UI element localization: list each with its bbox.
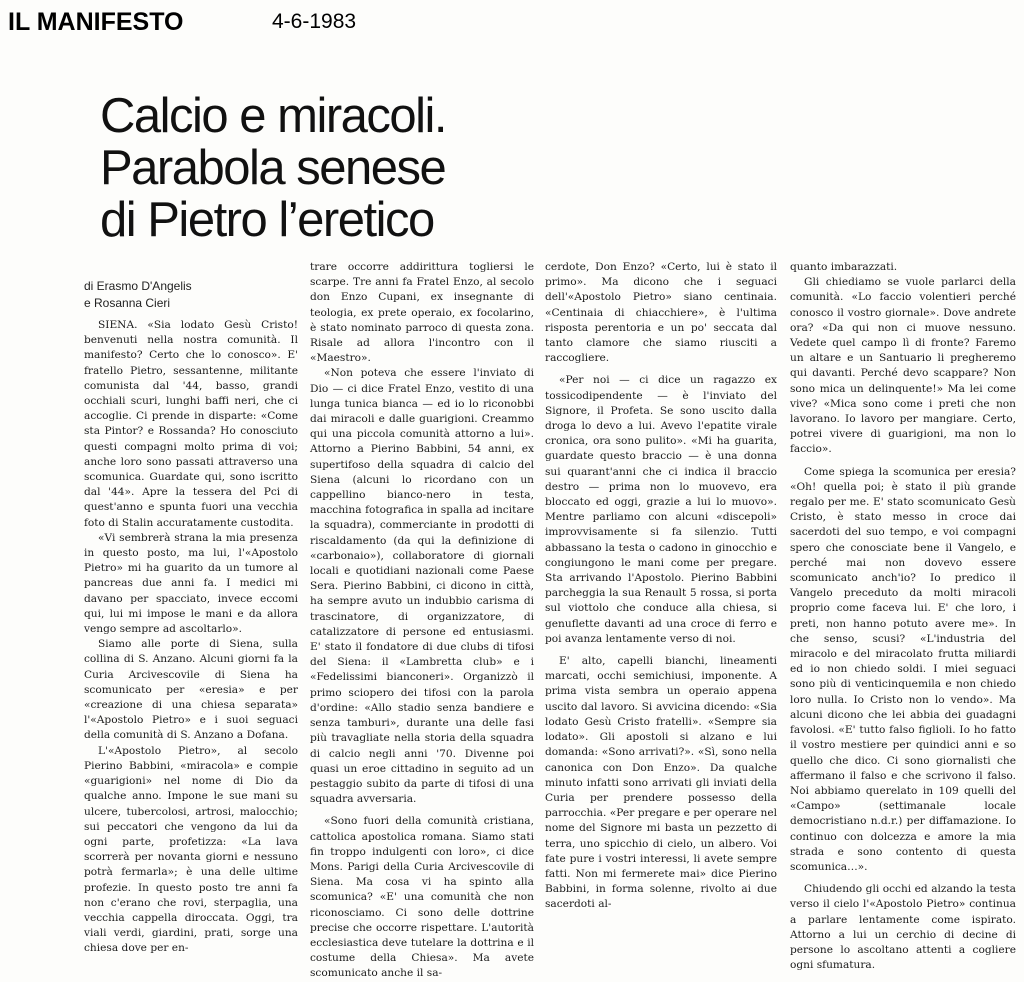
article-column-3 <box>545 260 777 948</box>
headline-line-3: di Pietro l’eretico <box>100 193 434 247</box>
paragraph: SIENA. «Sia lodato Gesù Cristo! benvenuti nella nostra comunità. Il manifesto? Certo che lo conosco». E' fratello Pietro, sessantenne, militante comunista dal '44, basso, grandi occhiali scuri, lunghi baffi neri, che ci accoglie. Ci prende in disparte: «Come sta Pintor? e Rossanda? Ho conosciuto questi compagni molto prima di voi; anche loro sono passati attraverso una scomunica. Guardate qui, sono iscritto dal '44». Apre la tessera del Pci di quest'anno e spunta fuori una vecchia foto di Stalin accuratamente custodita. <box>84 319 298 529</box>
paragraph: quanto imbarazzati. <box>790 261 898 273</box>
paragraph: E' alto, capelli bianchi, lineamenti marcati, occhi semichiusi, imponente. A prima vista sembra un operaio appena uscito dal lavoro. Si avvicina dicendo: «Sia lodato Gesù Cristo fratelli». «Sempre sia lodato». Gli apostoli si alzano e lui domanda: «Sono arrivati?». «Sì, sono nella canonica con Don Enzo». Da qualche minuto infatti sono arrivati gli inviati della Curia per prendere possesso della parrocchia. «Per pregare e per operare nel nome del Signore mi basta un pezzetto di terra, uno spicchio di cielo, un albero. Voi fate pure i vostri interessi, li avete sempre fatti. Non mi fermerete mai» dice Pierino Babbini, in forma solenne, rivolto ai due sacerdoti al- <box>545 655 777 911</box>
publication-date: 4-6-1983 <box>272 10 357 33</box>
paragraph: «Sono fuori della comunità cristiana, cattolica apostolica romana. Siamo stati fin troppo indulgenti con loro», ci dice Mons. Parigi della Curia Arcivescovile di Siena. Ma cosa vi ha spinto alla scomunica? «E' una comunità che non riconosciamo. Ci sono delle dottrine precise che occorre rispettare. L'autorità ecclesiastica deve tutelare la dottrina e il costume della Chiesa». Ma avete scomunicato anche il sa- <box>310 815 534 980</box>
article-column-2 <box>310 260 534 980</box>
paragraph: «Per noi — ci dice un ragazzo ex tossicodipendente — è l'inviato del Signore, il Profeta. Se sono uscito dalla droga lo devo a lui. Avevo l'epatite virale cronica, ora sono pulito». «Mi ha guarita, guardate questo braccio — è una donna sui quarant'anni che ci indica il braccio destro — prima non lo muovevo, era bloccato ed oggi, grazie a lui lo muovo». Mentre parliamo con alcuni «discepoli» improvvisamente si fa silenzio. Tutti abbassano la testa o cadono in ginocchio e congiungono le mani come per pregare. Sta arrivando l'Apostolo. Pierino Babbini parcheggia la sua Renault 5 rossa, si porta sul viottolo che conduce alla chiesa, si genuflette davanti ad una croce di ferro e poi avanza lentamente verso di noi. <box>545 374 777 645</box>
paragraph: L'«Apostolo Pietro», al secolo Pierino Babbini, «miracola» e compie «guarigioni» nel nome di Dio da qualche anno. Impone le sue mani su ulcere, tubercolosi, artrosi, malocchio; sui peccatori che vengono da lui da ogni parte, profetizza: «La lava scorrerà per novanta giorni e nessuno potrà fermarla»; è una delle ultime profezie. In questo posto tre anni fa non c'erano che rovi, sterpaglia, una vecchia cappella diroccata. Oggi, tra viali verdi, giardini, prati, sorge una chiesa dove per en- <box>84 744 298 955</box>
headline-line-2: Parabola senese <box>100 141 446 195</box>
article-column-4 <box>790 260 1016 972</box>
paragraph: Siamo alle porte di Siena, sulla collina di S. Anzano. Alcuni giorni fa la Curia Arcivescovile di Siena ha scomunicato per «eresia» e per «creazione di una chiesa separata» l'«Apostolo Pietro» e i suoi seguaci della comunità di S. Anzano a Dofana. <box>84 638 298 742</box>
paragraph: trare occorre addirittura togliersi le scarpe. Tre anni fa Fratel Enzo, al secolo don Enzo Cupani, ex insegnante di teologia, ex prete operaio, ex focolarino, è stato nominato parroco di questa zona. Risale ad allora l'incontro con il «Maestro». <box>310 261 534 365</box>
paragraph: cerdote, Don Enzo? «Certo, lui è stato il primo». Ma dicono che i seguaci dell'«Apostolo Pietro» siano centinaia. «Centinaia di chiacchiere», è l'ultima risposta perentoria e un po' seccata dal tanto clamore che siamo riusciti a raccogliere. <box>545 261 777 365</box>
paragraph: Gli chiediamo se vuole parlarci della comunità. «Lo faccio volentieri perché conosco il vostro giornale». Dove andrete ora? «Da qui non ci muove nessuno. Vedete quel campo lì di fronte? Faremo un altare e un Santuario li pregheremo qui davanti. Perché devo scappare? Non sono mica un delinquente!» Ma lei come vive? «Mica sono come i preti che non lavorano. Io lavoro per mangiare. Certo, potrei vivere di guarigioni, ma non lo faccio». <box>790 276 1016 456</box>
headline-line-1: Calcio e miracoli. <box>100 89 447 143</box>
article-column-1 <box>84 318 298 955</box>
paragraph: Come spiega la scomunica per eresia? «Oh! quella poi; è stato il più grande regalo per me. E' stato scomunicato Gesù Cristo, è stato messo in croce dai sacerdoti del suo tempo, e voi compagni spero che conosciate bene il Vangelo, e perché mai non dovevo essere scomunicato anch'io? Io predico il Vangelo preceduto da molti miracoli proprio come faceva lui. E' che loro, i preti, non hanno potuto avere me». In che senso, scusi? «L'industria del miracolo e del miracolato frutta miliardi ed io non chiedo soldi. I miei seguaci sono più di venticinquemila e non chiedo loro nulla. Io Cristo non lo vendo». Ma alcuni dicono che lei abbia dei guadagni favolosi. «E' tutto falso figlioli. Io ho fatto il vostro mestiere per quindici anni e so quello che dico. Ci sono giornalisti che affermano il falso e che scrivono il falso. Noi abbiamo querelato in 109 quelli del «Campo» (settimanale locale democristiano n.d.r.) per diffamazione. Io continuo con dolcezza e amore la mia strada e sono contento di questa scomunica…». <box>790 465 1016 873</box>
byline-author-2: e Rosanna Cieri <box>84 296 171 310</box>
paragraph: Chiudendo gli occhi ed alzando la testa verso il cielo l'«Apostolo Pietro» continua a parlare lentamente come ispirato. Attorno a lui un cerchio di decine di persone lo ascoltano attenti a cogliere ogni sfumatura. <box>790 883 1016 972</box>
byline <box>84 278 192 312</box>
paragraph: «Vi sembrerà strana la mia presenza in questo posto, ma lui, l'«Apostolo Pietro» mi ha guarito da un tumore al pancreas due anni fa. I medici mi davano per spacciato, invece eccomi qui, lui mi impose le mani e da allora vengo sempre ad ascoltarlo». <box>84 531 298 636</box>
headline <box>100 90 560 246</box>
byline-author-1: di Erasmo D'Angelis <box>84 279 192 293</box>
masthead: IL MANIFESTO <box>8 8 184 36</box>
paragraph: «Non poteva che essere l'inviato di Dio — ci dice Fratel Enzo, vestito di una lunga tunica bianca — ed io lo riconobbi dai miracoli e dalle guarigioni. Creammo qui una piccola comunità attorno a lui». Attorno a Pierino Babbini, 54 anni, ex supertifoso della squadra di calcio del Siena (alcuni lo ricordano con un cappellino bianco-nero in testa, macchina fotografica in spalla ad incitare la squadra), commerciante in prodotti di riscaldamento (da qui la definizione di «carbonaio»), collaboratore di giornali locali e quotidiani nazionali come Paese Sera. Pierino Babbini, ci dicono in città, ha sempre avuto un indubbio carisma di trascinatore, di organizzatore, di catalizzatore di persone ed entusiasmi. E' stato il fondatore di due clubs di tifosi del Siena: il «Lambretta club» e i «Fedelissimi bianconeri». Organizzò il primo sciopero dei tifosi con la parola d'ordine: «Allo stadio senza bandiere e senza tamburi», durante una delle fasi più travagliate nella storia della squadra di calcio negli anni '70. Divenne poi quasi un eroe cittadino in seguito ad un pestaggio subito da parte di tifosi di una squadra avversaria. <box>310 367 534 806</box>
